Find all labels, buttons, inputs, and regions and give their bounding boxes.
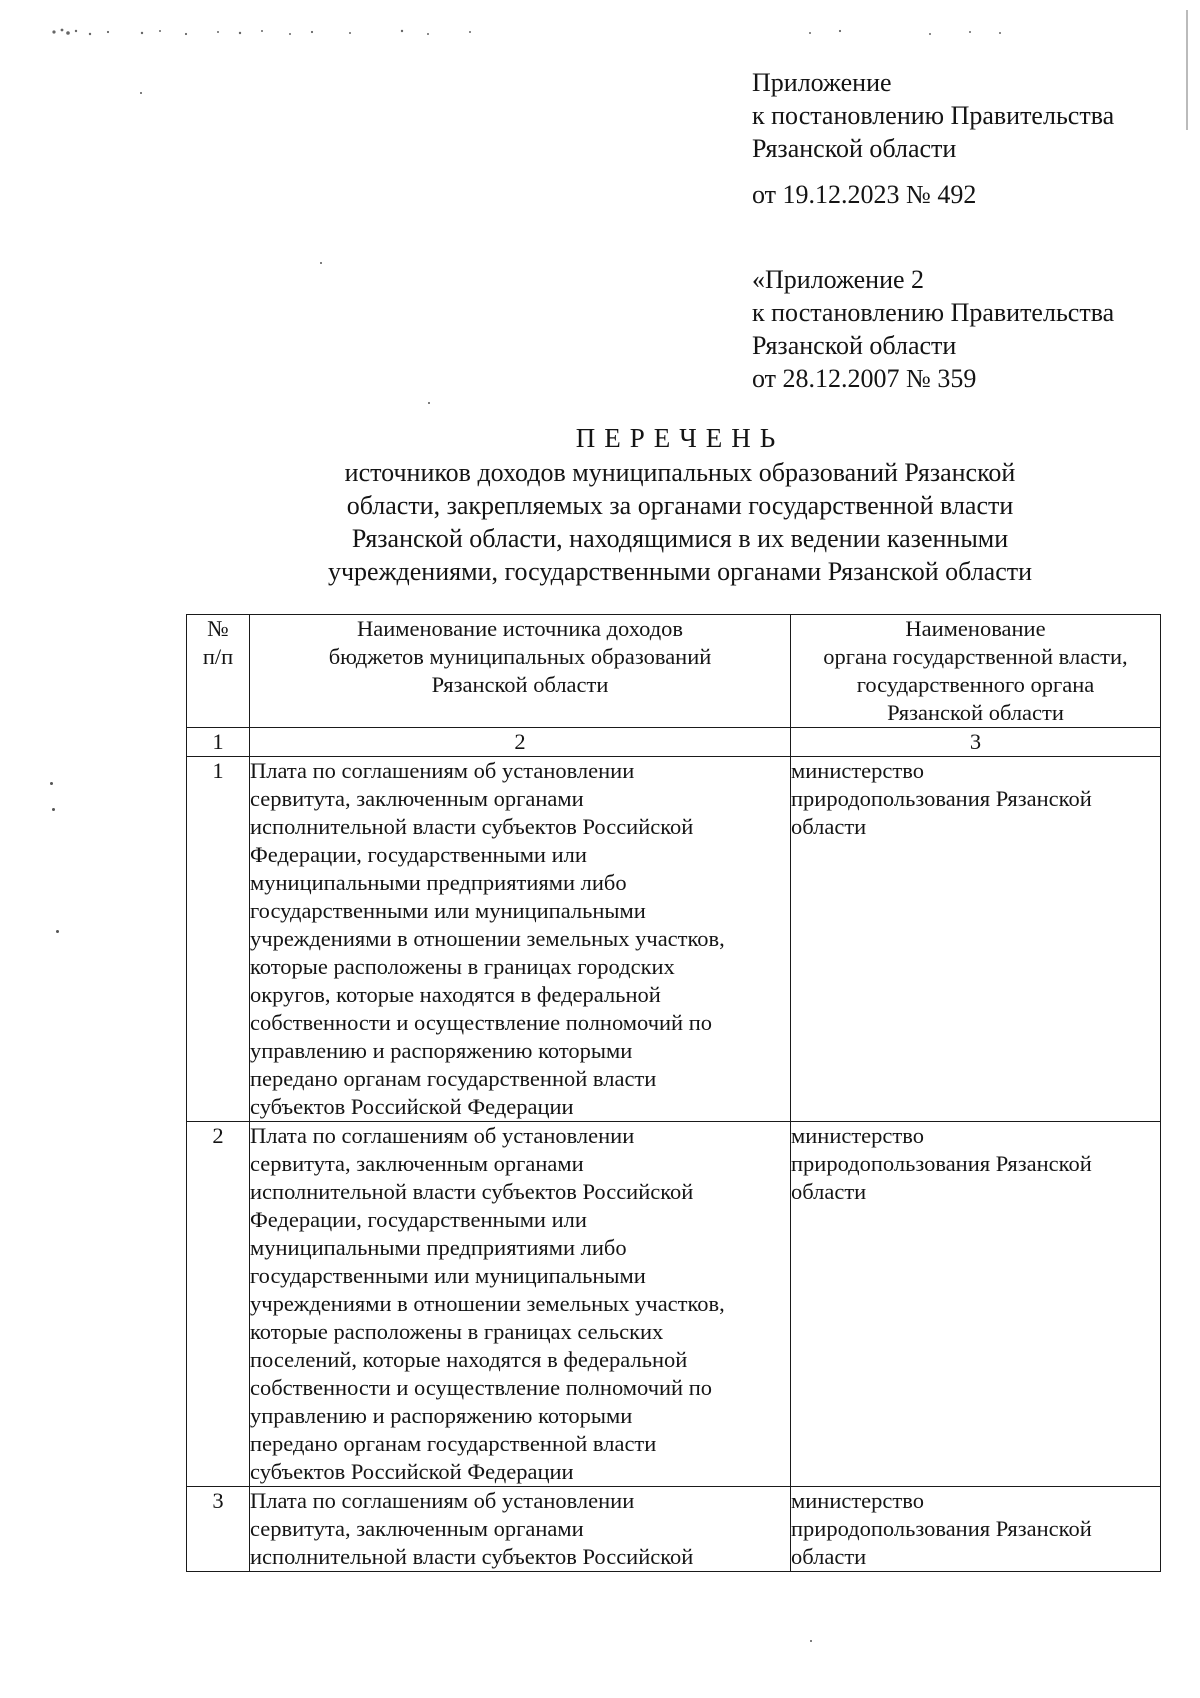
header-line: Наименование	[905, 616, 1046, 641]
scan-speck	[810, 1640, 812, 1642]
cell-line: субъектов Российской Федерации	[250, 1094, 574, 1119]
cell-line: исполнительной власти субъектов Российской	[250, 814, 694, 839]
cell-line: собственности и осуществление полномочий по	[250, 1010, 713, 1035]
cell-line: сервитута, заключенным органами	[250, 786, 584, 811]
table-header-row	[187, 615, 1161, 728]
cell-line: области	[791, 1544, 867, 1569]
scan-speck	[50, 782, 53, 785]
cell-line: передано органам государственной власти	[250, 1431, 657, 1456]
scan-speck	[56, 930, 59, 933]
scan-speck	[52, 808, 55, 811]
row-number: 2	[187, 1122, 250, 1487]
cell-line: природопользования Рязанской	[791, 1516, 1092, 1541]
income-sources-table	[186, 614, 1161, 1572]
cell-line: субъектов Российской Федерации	[250, 1459, 574, 1484]
cell-line: государственными или муниципальными	[250, 1263, 646, 1288]
header-number	[187, 615, 250, 728]
cell-line: Федерации, государственными или	[250, 842, 587, 867]
column-number: 3	[791, 728, 1161, 757]
cell-line: области	[791, 1179, 867, 1204]
header-organ	[791, 615, 1161, 728]
scan-edge-mark	[1186, 10, 1188, 130]
document-subtitle	[180, 456, 1180, 588]
government-organ-cell	[791, 1487, 1161, 1572]
cell-line: которые расположены в границах городских	[250, 954, 675, 979]
cell-line: передано органам государственной власти	[250, 1066, 657, 1091]
cell-line: исполнительной власти субъектов Российской	[250, 1179, 694, 1204]
header-line: бюджетов муниципальных образований	[328, 644, 712, 669]
income-source-cell	[250, 1122, 791, 1487]
cell-line: муниципальными предприятиями либо	[250, 1235, 627, 1260]
row-number: 3	[187, 1487, 250, 1572]
header-line: государственного органа	[856, 672, 1095, 697]
scan-speck	[320, 262, 322, 264]
appendix-header-current	[752, 66, 1114, 211]
header-line: Рязанской области	[887, 700, 1064, 725]
cell-line: природопользования Рязанской	[791, 1151, 1092, 1176]
cell-line: исполнительной власти субъектов Российской	[250, 1544, 694, 1569]
appendix-line: Приложение	[752, 68, 892, 97]
appendix-line: Рязанской области	[752, 134, 957, 163]
subtitle-line: области, закрепляемых за органами государственной власти	[346, 491, 1014, 520]
scan-noise-strip	[50, 22, 1050, 42]
appendix-line: к постановлению Правительства	[752, 298, 1115, 327]
income-source-cell	[250, 1487, 791, 1572]
subtitle-line: Рязанской области, находящимися в их ведении казенными	[351, 524, 1009, 553]
subtitle-line: источников доходов муниципальных образований Рязанской	[344, 458, 1016, 487]
header-line: Рязанской области	[431, 672, 609, 697]
cell-line: учреждениями в отношении земельных участков,	[250, 926, 725, 951]
appendix-date: от 28.12.2007 № 359	[752, 364, 977, 393]
cell-line: округов, которые находятся в федеральной	[250, 982, 661, 1007]
appendix-line: «Приложение 2	[752, 265, 925, 294]
header-line: №	[207, 616, 229, 641]
cell-line: собственности и осуществление полномочий по	[250, 1375, 713, 1400]
cell-line: министерство	[791, 1488, 924, 1513]
cell-line: учреждениями в отношении земельных участков,	[250, 1291, 725, 1316]
table-row	[187, 1487, 1161, 1572]
header-line: органа государственной власти,	[823, 644, 1128, 669]
income-source-cell	[250, 757, 791, 1122]
cell-line: Плата по соглашениям об установлении	[250, 1123, 635, 1148]
cell-line: области	[791, 814, 867, 839]
cell-line: управлению и распоряжению которыми	[250, 1038, 633, 1063]
appendix-date: от 19.12.2023 № 492	[752, 180, 977, 209]
cell-line: поселений, которые находятся в федеральной	[250, 1347, 688, 1372]
cell-line: сервитута, заключенным органами	[250, 1151, 584, 1176]
cell-line: Федерации, государственными или	[250, 1207, 587, 1232]
cell-line: государственными или муниципальными	[250, 898, 646, 923]
cell-line: которые расположены в границах сельских	[250, 1319, 664, 1344]
header-line: п/п	[202, 644, 234, 669]
appendix-line: к постановлению Правительства	[752, 101, 1115, 130]
table-row	[187, 1122, 1161, 1487]
subtitle-line: учреждениями, государственными органами Рязанской области	[327, 557, 1033, 586]
scan-speck	[140, 92, 142, 94]
cell-line: сервитута, заключенным органами	[250, 1516, 584, 1541]
scan-speck	[428, 402, 430, 404]
cell-line: управлению и распоряжению которыми	[250, 1403, 633, 1428]
cell-line: муниципальными предприятиями либо	[250, 870, 627, 895]
cell-line: министерство	[791, 1123, 924, 1148]
government-organ-cell	[791, 757, 1161, 1122]
cell-line: Плата по соглашениям об установлении	[250, 758, 635, 783]
column-number: 2	[250, 728, 791, 757]
cell-line: Плата по соглашениям об установлении	[250, 1488, 635, 1513]
row-number: 1	[187, 757, 250, 1122]
header-source	[250, 615, 791, 728]
document-title: ПЕРЕЧЕНЬ	[575, 423, 785, 453]
cell-line: природопользования Рязанской	[791, 786, 1092, 811]
government-organ-cell	[791, 1122, 1161, 1487]
header-line: Наименование источника доходов	[356, 616, 684, 641]
appendix-header-original	[752, 263, 1114, 395]
column-number: 1	[187, 728, 250, 757]
column-number-row	[187, 728, 1161, 757]
table-row	[187, 757, 1161, 1122]
cell-line: министерство	[791, 758, 924, 783]
document-heading	[180, 422, 1180, 588]
appendix-line: Рязанской области	[752, 331, 957, 360]
